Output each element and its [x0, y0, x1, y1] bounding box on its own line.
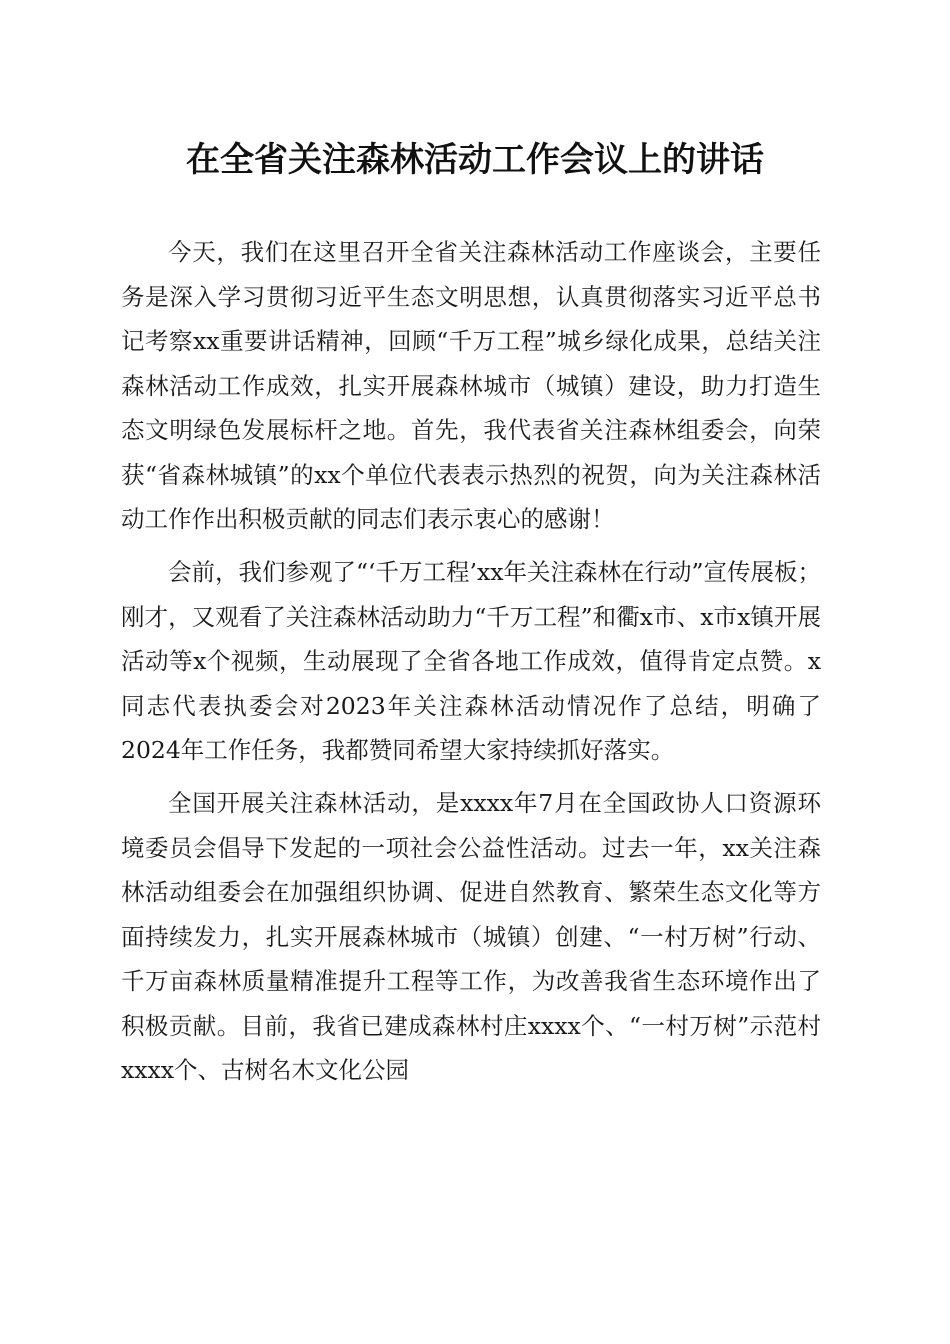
- paragraph-opening: 今天，我们在这里召开全省关注森林活动工作座谈会，主要任务是深入学习贯彻习近平生态文明思想，认真贯彻落实习近平总书记考察xx重要讲话精神，回顾“千万工程”城乡绿化成果，总结关注森林活动工作成效，扎实开展森林城市（城镇）建设，助力打造生态文明绿色发展标杆之地。首先，我代表省关注森林组委会，向荣获“省森林城镇”的xx个单位代表表示热烈的祝贺，向为关注森林活动工作作出积极贡献的同志们表示衷心的感谢！: [121, 238, 821, 533]
- paragraph-background: 全国开展关注森林活动，是xxxx年7月在全国政协人口资源环境委员会倡导下发起的一项社会公益性活动。过去一年，xx关注森林活动组委会在加强组织协调、促进自然教育、繁荣生态文化等方面持续发力，扎实开展森林城市（城镇）创建、“一村万树”行动、千万亩森林质量精准提升工程等工作，为改善我省生态环境作出了积极贡献。目前，我省已建成森林村庄xxxx个、“一村万树”示范村xxxx个、古树名木文化公园: [121, 789, 821, 1084]
- paragraph-review: 会前，我们参观了“‘千万工程’xx年关注森林在行动”宣传展板；刚才，又观看了关注森林活动助力“千万工程”和衢x市、x市x镇开展活动等x个视频，生动展现了全省各地工作成效，值得肯定点赞。x同志代表执委会对2023年关注森林活动情况作了总结，明确了2024年工作任务，我都赞同希望大家持续抓好落实。: [121, 558, 821, 764]
- document-title: 在全省关注森林活动工作会议上的讲话: [186, 140, 764, 180]
- document-body: [121, 230, 821, 1101]
